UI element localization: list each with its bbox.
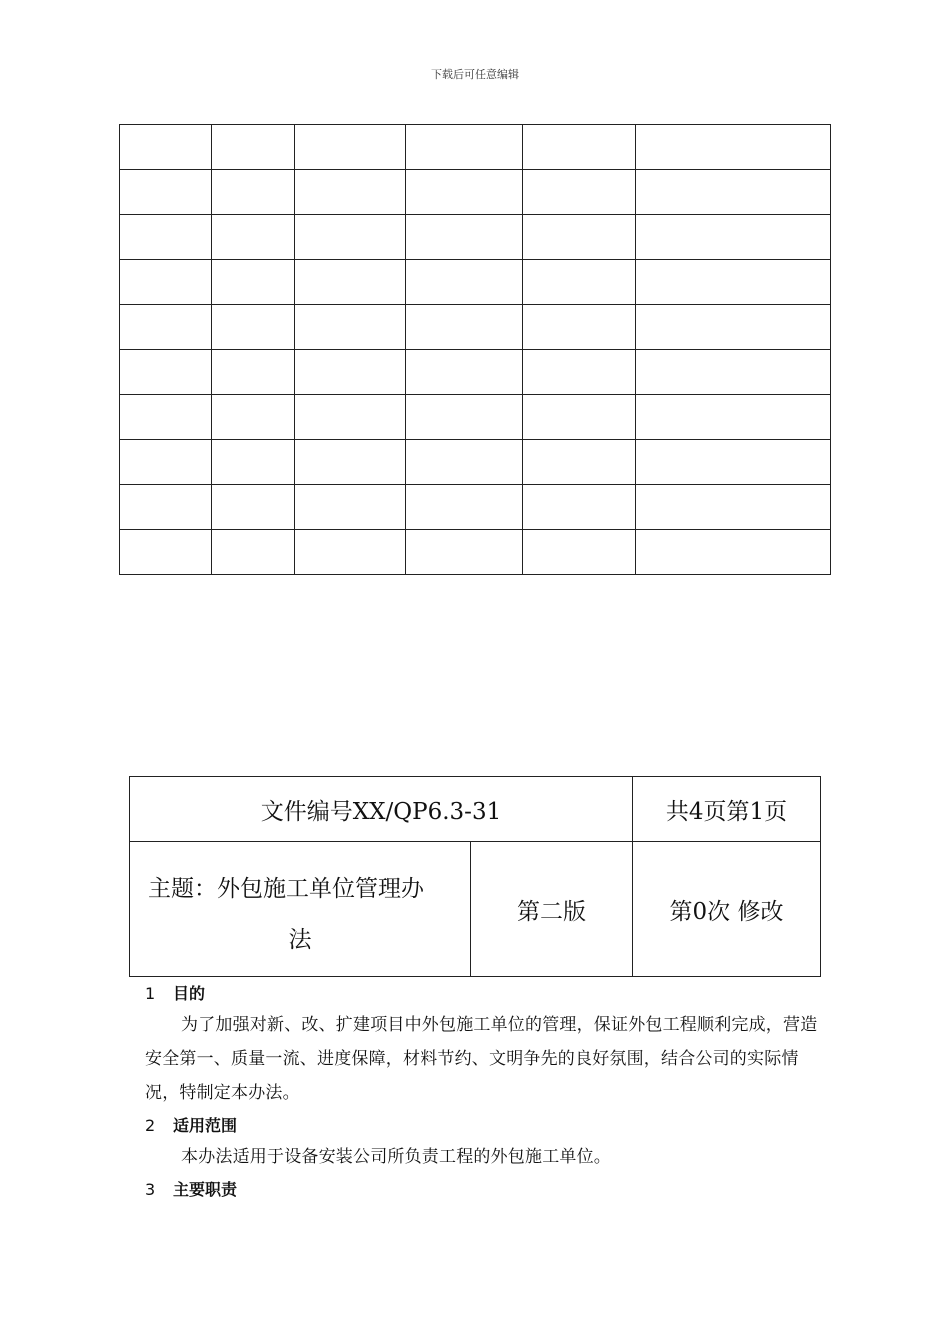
document-body xyxy=(145,980,825,1204)
table-cell xyxy=(636,170,831,215)
table-cell xyxy=(295,350,406,395)
table-cell xyxy=(120,215,212,260)
table-cell xyxy=(212,350,295,395)
table-row xyxy=(120,485,831,530)
table-cell xyxy=(636,485,831,530)
table-cell xyxy=(406,350,523,395)
table-cell xyxy=(295,305,406,350)
table-cell xyxy=(120,305,212,350)
table-row xyxy=(120,215,831,260)
section-title: 目的 xyxy=(173,984,206,1003)
table-cell xyxy=(295,440,406,485)
page-info-cell xyxy=(633,777,821,842)
table-cell xyxy=(120,125,212,170)
section-heading xyxy=(145,1176,825,1204)
edition: 第二版 xyxy=(517,898,586,925)
table-cell xyxy=(120,440,212,485)
subject-line-2: 法 xyxy=(288,927,312,953)
table-row xyxy=(120,440,831,485)
document-header-table xyxy=(129,776,821,977)
file-number: 文件编号XX/QP6.3-31 xyxy=(260,798,502,825)
revision-cell xyxy=(633,842,821,977)
table-cell xyxy=(406,485,523,530)
table-cell xyxy=(295,170,406,215)
table-row xyxy=(120,305,831,350)
table-cell xyxy=(523,350,636,395)
table-cell xyxy=(636,305,831,350)
table-row xyxy=(120,395,831,440)
table-cell xyxy=(295,215,406,260)
table-row xyxy=(120,260,831,305)
file-number-cell xyxy=(130,777,633,842)
table-cell xyxy=(636,530,831,575)
table-cell xyxy=(120,395,212,440)
table-cell xyxy=(120,530,212,575)
table-cell xyxy=(636,350,831,395)
table-cell xyxy=(120,485,212,530)
table-cell xyxy=(212,215,295,260)
table-cell xyxy=(523,305,636,350)
section-paragraph: 本办法适用于设备安装公司所负责工程的外包施工单位。 xyxy=(181,1147,611,1167)
table-cell xyxy=(212,440,295,485)
table-cell xyxy=(406,395,523,440)
table-cell xyxy=(406,125,523,170)
table-cell xyxy=(523,440,636,485)
section-title: 主要职责 xyxy=(173,1180,238,1199)
table-cell xyxy=(406,440,523,485)
table-cell xyxy=(523,125,636,170)
table-row xyxy=(120,125,831,170)
table-cell xyxy=(406,530,523,575)
table-cell xyxy=(212,125,295,170)
subject-cell xyxy=(130,842,471,977)
table-cell xyxy=(406,215,523,260)
table-cell xyxy=(523,170,636,215)
subject-line-1: 主题：外包施工单位管理办 xyxy=(148,876,424,902)
section-number: 2 xyxy=(145,1116,156,1135)
table-cell xyxy=(212,170,295,215)
table-cell xyxy=(120,170,212,215)
table-cell xyxy=(295,395,406,440)
table-cell xyxy=(212,485,295,530)
table-cell xyxy=(636,215,831,260)
table-cell xyxy=(406,170,523,215)
table-cell xyxy=(212,260,295,305)
table-cell xyxy=(212,530,295,575)
table-cell xyxy=(212,305,295,350)
section-paragraph: 为了加强对新、改、扩建项目中外包施工单位的管理，保证外包工程顺利完成，营造安全第一、质量一流、进度保障，材料节约、文明争先的良好氛围，结合公司的实际情况，特制定本办法。 xyxy=(145,1015,818,1103)
table-cell xyxy=(523,530,636,575)
table-row xyxy=(120,530,831,575)
table-cell xyxy=(406,305,523,350)
table-row xyxy=(120,170,831,215)
edition-cell xyxy=(471,842,633,977)
table-cell xyxy=(636,395,831,440)
section-number: 1 xyxy=(145,984,156,1003)
table-cell xyxy=(523,260,636,305)
table-cell xyxy=(636,440,831,485)
table-cell xyxy=(295,485,406,530)
table-cell xyxy=(636,125,831,170)
blank-form-table xyxy=(119,124,831,575)
table-cell xyxy=(636,260,831,305)
table-cell xyxy=(120,260,212,305)
table-cell xyxy=(523,395,636,440)
header-note: 下载后可任意编辑 xyxy=(431,68,519,81)
table-cell xyxy=(295,530,406,575)
table-cell xyxy=(120,350,212,395)
page-info: 共4页第1页 xyxy=(665,798,788,825)
section-title: 适用范围 xyxy=(173,1116,238,1135)
table-cell xyxy=(295,125,406,170)
table-cell xyxy=(295,260,406,305)
table-row xyxy=(120,350,831,395)
table-cell xyxy=(523,215,636,260)
section-number: 3 xyxy=(145,1180,156,1199)
revision: 第0次 修改 xyxy=(669,898,784,925)
section-heading xyxy=(145,1112,825,1140)
section-heading xyxy=(145,980,825,1008)
table-cell xyxy=(406,260,523,305)
table-cell xyxy=(523,485,636,530)
table-cell xyxy=(212,395,295,440)
